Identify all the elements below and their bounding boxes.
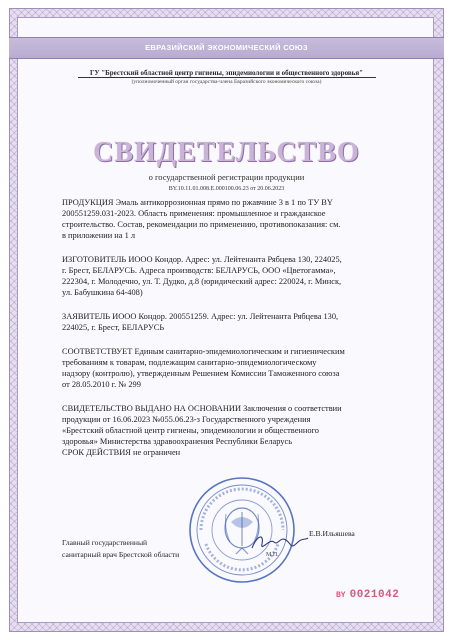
serial-number bbox=[336, 584, 399, 602]
manufacturer-line-4: ул. Бабушкина 64-408) bbox=[62, 288, 143, 297]
section-manufacturer bbox=[62, 254, 394, 298]
union-name: ЕВРАЗИЙСКИЙ ЭКОНОМИЧЕСКИЙ СОЮЗ bbox=[145, 43, 308, 52]
serial-prefix: BY bbox=[336, 591, 346, 600]
applicant-line-1: ИООО Кондор. 200551259. Адрес: ул. Лейтенанта Рябцева 130, bbox=[110, 312, 339, 321]
issuer-underline bbox=[78, 77, 376, 78]
conformity-key: СООТВЕТСТВУЕТ bbox=[62, 347, 133, 356]
signatory-position-line-2: санитарный врач Брестской области bbox=[62, 550, 180, 559]
product-line-1: Эмаль антикоррозионная прямо по ржавчине 3 в 1 по ТУ BY bbox=[113, 198, 333, 207]
manufacturer-line-3: 222304, г. Молодечно, ул. Т. Дудко, д.8 (юридический адрес: 220024, г. Минск, bbox=[62, 277, 342, 286]
signatory-position-line-1: Главный государственный bbox=[62, 538, 148, 547]
validity-value: не ограничен bbox=[130, 448, 181, 457]
product-line-4: в приложении на 1 л bbox=[62, 231, 136, 240]
issuer-name: ГУ "Брестский областной центр гигиены, эпидемиологии и общественного здоровья" bbox=[89, 69, 364, 77]
conformity-line-3: надзору (контролю), утвержденным Решением Комиссии Таможенного союза bbox=[62, 369, 340, 378]
serial-digits: 0021042 bbox=[349, 589, 400, 601]
basis-line-3: «Брестский областной центр гигиены, эпидемиологии и общественного bbox=[62, 426, 319, 435]
conformity-line-1: Единым санитарно-эпидемиологическим и гигиеническим bbox=[132, 347, 345, 356]
signatory-position bbox=[62, 537, 179, 561]
issuer-subtitle: (уполномоченный орган государства-члена Евразийского экономического союза) bbox=[131, 79, 322, 85]
certificate-title: СВИДЕТЕЛЬСТВО bbox=[93, 137, 360, 168]
section-conformity bbox=[62, 346, 394, 390]
signature-icon bbox=[250, 530, 310, 554]
conformity-line-4: от 28.05.2010 г. № 299 bbox=[62, 380, 141, 389]
section-applicant bbox=[62, 311, 394, 333]
basis-line-1: Заключения о соответствии bbox=[241, 404, 342, 413]
section-basis bbox=[62, 403, 394, 458]
seal-place-label: М.П. bbox=[266, 552, 279, 558]
product-line-2: 200551259.031-2023. Область применения: промышленное и гражданское bbox=[62, 209, 326, 218]
manufacturer-key: ИЗГОТОВИТЕЛЬ bbox=[62, 255, 127, 264]
registration-number: BY.10.11.01.008.Е.000100.06.23 от 20.06.2023 bbox=[168, 186, 285, 192]
certificate-subtitle: о государственной регистрации продукции bbox=[148, 172, 305, 182]
product-key: ПРОДУКЦИЯ bbox=[62, 198, 114, 207]
signatory-name: Е.В.Ильяшева bbox=[309, 529, 355, 538]
validity-key: СРОК ДЕЙСТВИЯ bbox=[62, 448, 131, 457]
applicant-key: ЗАЯВИТЕЛЬ bbox=[62, 312, 111, 321]
applicant-line-2: 224025, г. Брест, БЕЛАРУСЬ bbox=[62, 323, 165, 332]
conformity-line-2: требованиям к товарам, подлежащим санитарно-эпидемиологическому bbox=[62, 358, 317, 367]
basis-line-4: здоровья» Министерства здравоохранения Республики Беларусь bbox=[62, 437, 293, 446]
product-line-3: строительство. Состав, рекомендации по применению, противопоказания: см. bbox=[62, 220, 341, 229]
section-product bbox=[62, 197, 394, 241]
manufacturer-line-2: г. Брест, БЕЛАРУСЬ. Адреса производств: БЕЛАРУСЬ, ООО «Цветогамма», bbox=[62, 266, 336, 275]
manufacturer-line-1: ИООО Кондор. Адрес: ул. Лейтенанта Рябцева 130, 224025, bbox=[126, 255, 342, 264]
basis-key: СВИДЕТЕЛЬСТВО ВЫДАНО НА ОСНОВАНИИ bbox=[62, 404, 241, 413]
basis-line-2: продукции от 16.06.2023 №055.06.23-з Государственного учреждения bbox=[62, 415, 311, 424]
